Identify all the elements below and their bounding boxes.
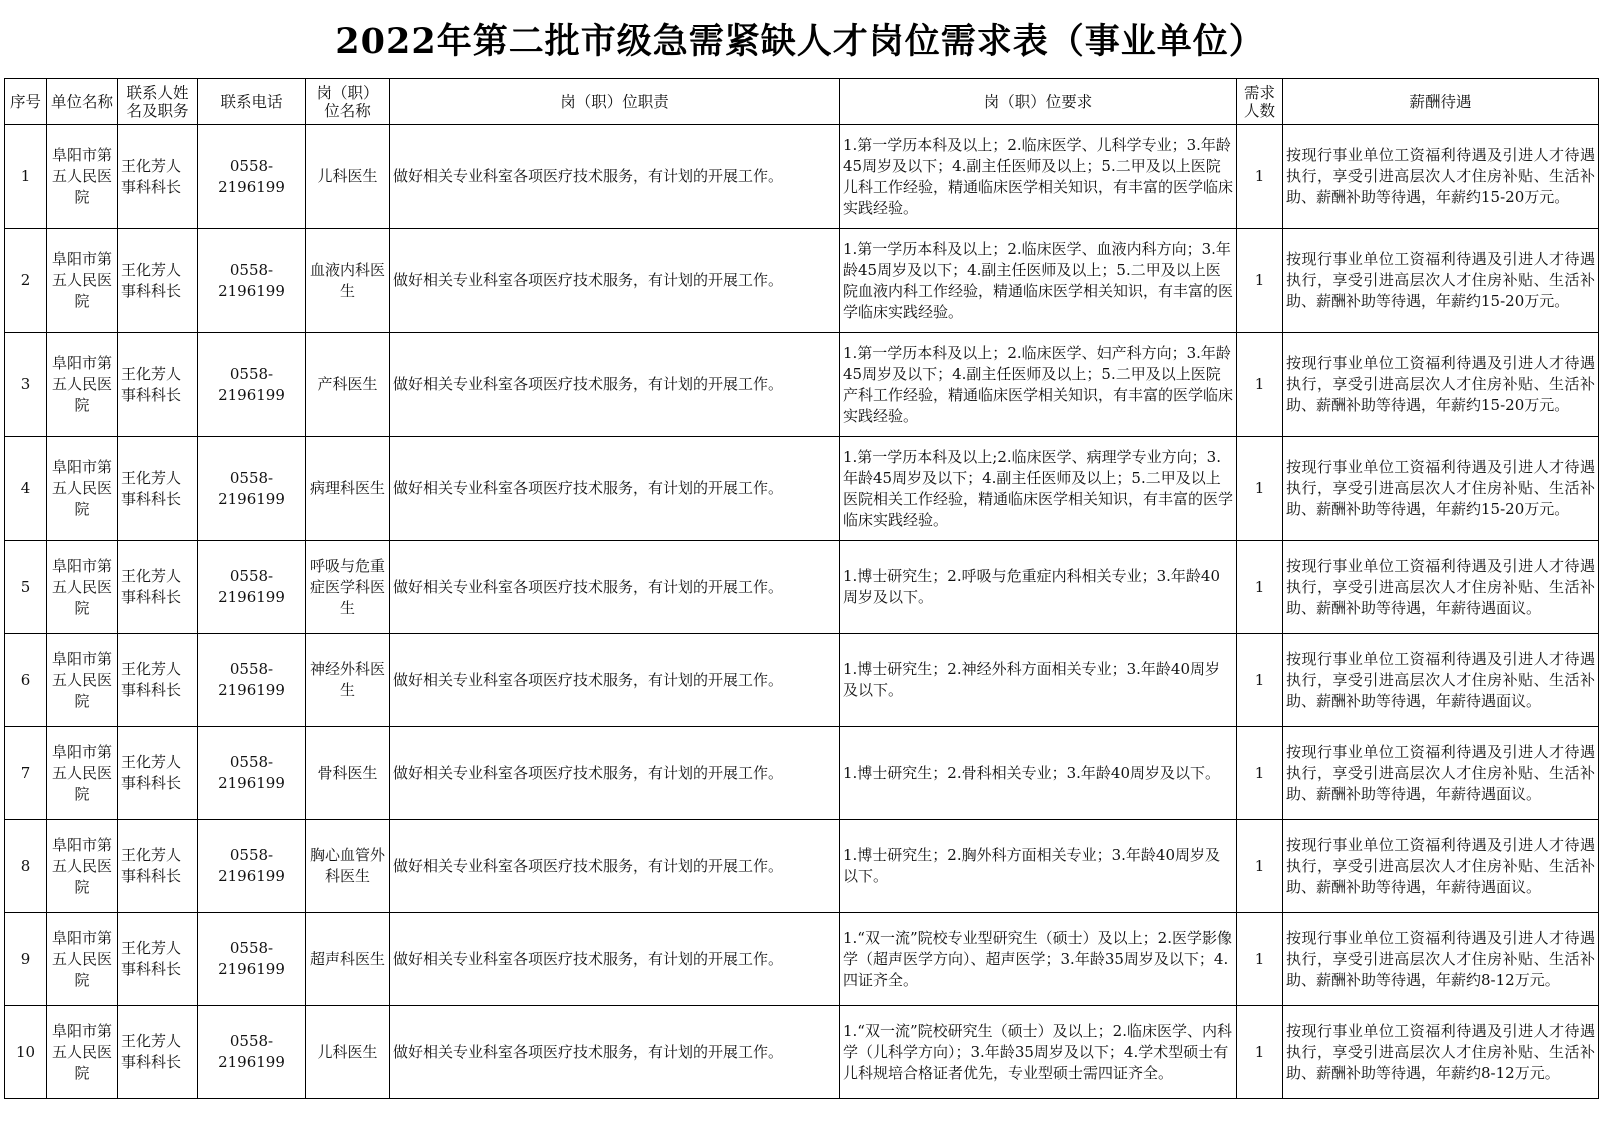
cell-seq: 3 — [5, 333, 47, 437]
cell-salary: 按现行事业单位工资福利待遇及引进人才待遇执行，享受引进高层次人才住房补贴、生活补助、薪酬补助等待遇，年薪约8-12万元。 — [1283, 1006, 1599, 1099]
cell-salary: 按现行事业单位工资福利待遇及引进人才待遇执行，享受引进高层次人才住房补贴、生活补助、薪酬补助等待遇，年薪待遇面议。 — [1283, 820, 1599, 913]
cell-unit: 阜阳市第五人民医院 — [47, 125, 118, 229]
cell-duty: 做好相关专业科室各项医疗技术服务，有计划的开展工作。 — [390, 541, 840, 634]
table-row — [5, 820, 1599, 913]
cell-requirement: 1.博士研究生；2.神经外科方面相关专业；3.年龄40周岁及以下。 — [840, 634, 1237, 727]
cell-salary: 按现行事业单位工资福利待遇及引进人才待遇执行，享受引进高层次人才住房补贴、生活补助、薪酬补助等待遇，年薪待遇面议。 — [1283, 727, 1599, 820]
cell-requirement: 1.“双一流”院校研究生（硕士）及以上；2.临床医学、内科学（儿科学方向）；3.年龄35周岁及以下；4.学术型硕士有儿科规培合格证者优先，专业型硕士需四证齐全。 — [840, 1006, 1237, 1099]
cell-post: 产科医生 — [306, 333, 390, 437]
cell-phone: 0558-2196199 — [198, 437, 306, 541]
cell-unit: 阜阳市第五人民医院 — [47, 913, 118, 1006]
header-phone: 联系电话 — [198, 79, 306, 125]
cell-seq: 6 — [5, 634, 47, 727]
cell-count: 1 — [1237, 820, 1283, 913]
cell-contact: 王化芳人事科科长 — [118, 634, 198, 727]
cell-unit: 阜阳市第五人民医院 — [47, 820, 118, 913]
cell-count: 1 — [1237, 913, 1283, 1006]
cell-requirement: 1.博士研究生；2.呼吸与危重症内科相关专业；3.年龄40周岁及以下。 — [840, 541, 1237, 634]
header-seq: 序号 — [5, 79, 47, 125]
table-row — [5, 634, 1599, 727]
header-duty: 岗（职）位职责 — [390, 79, 840, 125]
cell-post: 血液内科医生 — [306, 229, 390, 333]
cell-contact: 王化芳人事科科长 — [118, 1006, 198, 1099]
cell-duty: 做好相关专业科室各项医疗技术服务，有计划的开展工作。 — [390, 333, 840, 437]
cell-seq: 4 — [5, 437, 47, 541]
header-count: 需求人数 — [1237, 79, 1283, 125]
cell-salary: 按现行事业单位工资福利待遇及引进人才待遇执行，享受引进高层次人才住房补贴、生活补助、薪酬补助等待遇，年薪待遇面议。 — [1283, 541, 1599, 634]
cell-contact: 王化芳人事科科长 — [118, 229, 198, 333]
cell-count: 1 — [1237, 634, 1283, 727]
table-header-row — [5, 79, 1599, 125]
table-row — [5, 913, 1599, 1006]
header-requirement: 岗（职）位要求 — [840, 79, 1237, 125]
cell-duty: 做好相关专业科室各项医疗技术服务，有计划的开展工作。 — [390, 634, 840, 727]
cell-seq: 2 — [5, 229, 47, 333]
cell-phone: 0558-2196199 — [198, 229, 306, 333]
cell-contact: 王化芳人事科科长 — [118, 727, 198, 820]
cell-post: 神经外科医生 — [306, 634, 390, 727]
cell-phone: 0558-2196199 — [198, 634, 306, 727]
cell-salary: 按现行事业单位工资福利待遇及引进人才待遇执行，享受引进高层次人才住房补贴、生活补助、薪酬补助等待遇，年薪约15-20万元。 — [1283, 437, 1599, 541]
cell-phone: 0558-2196199 — [198, 913, 306, 1006]
cell-phone: 0558-2196199 — [198, 1006, 306, 1099]
cell-unit: 阜阳市第五人民医院 — [47, 727, 118, 820]
cell-requirement: 1.博士研究生；2.骨科相关专业；3.年龄40周岁及以下。 — [840, 727, 1237, 820]
cell-contact: 王化芳人事科科长 — [118, 820, 198, 913]
talent-demand-table — [4, 78, 1599, 1099]
cell-post: 儿科医生 — [306, 125, 390, 229]
cell-unit: 阜阳市第五人民医院 — [47, 229, 118, 333]
cell-salary: 按现行事业单位工资福利待遇及引进人才待遇执行，享受引进高层次人才住房补贴、生活补助、薪酬补助等待遇，年薪约8-12万元。 — [1283, 913, 1599, 1006]
cell-count: 1 — [1237, 541, 1283, 634]
cell-count: 1 — [1237, 727, 1283, 820]
cell-salary: 按现行事业单位工资福利待遇及引进人才待遇执行，享受引进高层次人才住房补贴、生活补助、薪酬补助等待遇，年薪约15-20万元。 — [1283, 333, 1599, 437]
header-contact: 联系人姓名及职务 — [118, 79, 198, 125]
cell-requirement: 1.第一学历本科及以上;2.临床医学、病理学专业方向；3.年龄45周岁及以下；4.副主任医师及以上；5.二甲及以上医院相关工作经验，精通临床医学相关知识，有丰富的医学临床实践经验。 — [840, 437, 1237, 541]
cell-phone: 0558-2196199 — [198, 727, 306, 820]
cell-contact: 王化芳人事科科长 — [118, 541, 198, 634]
cell-seq: 7 — [5, 727, 47, 820]
cell-requirement: 1.第一学历本科及以上；2.临床医学、儿科学专业；3.年龄45周岁及以下；4.副主任医师及以上；5.二甲及以上医院儿科工作经验，精通临床医学相关知识，有丰富的医学临床实践经验。 — [840, 125, 1237, 229]
header-post: 岗（职）位名称 — [306, 79, 390, 125]
cell-phone: 0558-2196199 — [198, 125, 306, 229]
cell-count: 1 — [1237, 1006, 1283, 1099]
cell-requirement: 1.“双一流”院校专业型研究生（硕士）及以上；2.医学影像学（超声医学方向）、超声医学；3.年龄35周岁及以下；4.四证齐全。 — [840, 913, 1237, 1006]
cell-unit: 阜阳市第五人民医院 — [47, 333, 118, 437]
cell-seq: 8 — [5, 820, 47, 913]
cell-unit: 阜阳市第五人民医院 — [47, 634, 118, 727]
cell-salary: 按现行事业单位工资福利待遇及引进人才待遇执行，享受引进高层次人才住房补贴、生活补助、薪酬补助等待遇，年薪约15-20万元。 — [1283, 229, 1599, 333]
cell-post: 骨科医生 — [306, 727, 390, 820]
cell-duty: 做好相关专业科室各项医疗技术服务，有计划的开展工作。 — [390, 1006, 840, 1099]
cell-contact: 王化芳人事科科长 — [118, 125, 198, 229]
cell-post: 儿科医生 — [306, 1006, 390, 1099]
header-unit: 单位名称 — [47, 79, 118, 125]
cell-salary: 按现行事业单位工资福利待遇及引进人才待遇执行，享受引进高层次人才住房补贴、生活补助、薪酬补助等待遇，年薪约15-20万元。 — [1283, 125, 1599, 229]
cell-duty: 做好相关专业科室各项医疗技术服务，有计划的开展工作。 — [390, 437, 840, 541]
cell-requirement: 1.第一学历本科及以上；2.临床医学、妇产科方向；3.年龄45周岁及以下；4.副主任医师及以上；5.二甲及以上医院产科工作经验，精通临床医学相关知识，有丰富的医学临床实践经验。 — [840, 333, 1237, 437]
cell-post: 超声科医生 — [306, 913, 390, 1006]
cell-count: 1 — [1237, 229, 1283, 333]
cell-post: 病理科医生 — [306, 437, 390, 541]
cell-requirement: 1.第一学历本科及以上；2.临床医学、血液内科方向；3.年龄45周岁及以下；4.副主任医师及以上；5.二甲及以上医院血液内科工作经验，精通临床医学相关知识，有丰富的医学临床实践经验。 — [840, 229, 1237, 333]
page-title: 2022年第二批市级急需紧缺人才岗位需求表（事业单位） — [335, 21, 1265, 62]
cell-count: 1 — [1237, 333, 1283, 437]
cell-duty: 做好相关专业科室各项医疗技术服务，有计划的开展工作。 — [390, 229, 840, 333]
cell-seq: 10 — [5, 1006, 47, 1099]
cell-seq: 1 — [5, 125, 47, 229]
cell-unit: 阜阳市第五人民医院 — [47, 541, 118, 634]
cell-post: 呼吸与危重症医学科医生 — [306, 541, 390, 634]
cell-seq: 9 — [5, 913, 47, 1006]
cell-duty: 做好相关专业科室各项医疗技术服务，有计划的开展工作。 — [390, 727, 840, 820]
cell-contact: 王化芳人事科科长 — [118, 913, 198, 1006]
cell-phone: 0558-2196199 — [198, 541, 306, 634]
table-row — [5, 1006, 1599, 1099]
table-row — [5, 125, 1599, 229]
cell-seq: 5 — [5, 541, 47, 634]
cell-contact: 王化芳人事科科长 — [118, 333, 198, 437]
cell-phone: 0558-2196199 — [198, 333, 306, 437]
cell-duty: 做好相关专业科室各项医疗技术服务，有计划的开展工作。 — [390, 820, 840, 913]
cell-duty: 做好相关专业科室各项医疗技术服务，有计划的开展工作。 — [390, 125, 840, 229]
cell-post: 胸心血管外科医生 — [306, 820, 390, 913]
table-row — [5, 333, 1599, 437]
cell-requirement: 1.博士研究生；2.胸外科方面相关专业；3.年龄40周岁及以下。 — [840, 820, 1237, 913]
header-salary: 薪酬待遇 — [1283, 79, 1599, 125]
cell-duty: 做好相关专业科室各项医疗技术服务，有计划的开展工作。 — [390, 913, 840, 1006]
table-row — [5, 727, 1599, 820]
table-row — [5, 229, 1599, 333]
cell-unit: 阜阳市第五人民医院 — [47, 1006, 118, 1099]
cell-unit: 阜阳市第五人民医院 — [47, 437, 118, 541]
cell-count: 1 — [1237, 437, 1283, 541]
cell-phone: 0558-2196199 — [198, 820, 306, 913]
table-row — [5, 541, 1599, 634]
cell-salary: 按现行事业单位工资福利待遇及引进人才待遇执行，享受引进高层次人才住房补贴、生活补助、薪酬补助等待遇，年薪待遇面议。 — [1283, 634, 1599, 727]
table-row — [5, 437, 1599, 541]
cell-contact: 王化芳人事科科长 — [118, 437, 198, 541]
cell-count: 1 — [1237, 125, 1283, 229]
